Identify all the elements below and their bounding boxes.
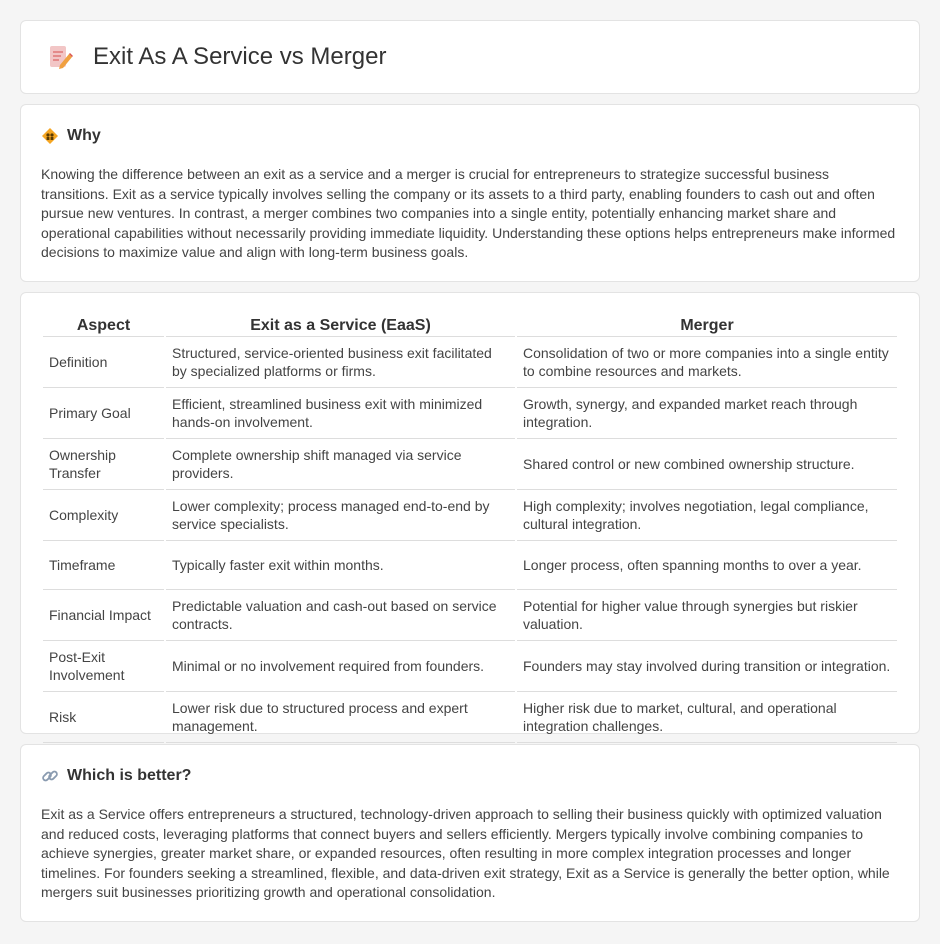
eaas-cell: Predictable valuation and cash-out based on service contracts. bbox=[166, 590, 515, 641]
merger-cell: Consolidation of two or more companies into a single entity to combine resources and markets. bbox=[517, 337, 897, 388]
comparison-table bbox=[41, 313, 899, 743]
which-better-section bbox=[20, 744, 920, 922]
eaas-cell: Minimal or no involvement required from founders. bbox=[166, 641, 515, 692]
eaas-cell: Efficient, streamlined business exit with minimized hands-on involvement. bbox=[166, 388, 515, 439]
page-title: Exit As A Service vs Merger bbox=[93, 43, 387, 70]
merger-cell: Founders may stay involved during transition or integration. bbox=[517, 641, 897, 692]
aspect-cell: Complexity bbox=[43, 490, 164, 541]
merger-cell: Shared control or new combined ownership structure. bbox=[517, 439, 897, 490]
aspect-cell: Definition bbox=[43, 337, 164, 388]
eaas-cell: Lower complexity; process managed end-to-end by service specialists. bbox=[166, 490, 515, 541]
table-row bbox=[43, 439, 897, 490]
header-aspect: Aspect bbox=[43, 313, 164, 337]
merger-cell: Growth, synergy, and expanded market reach through integration. bbox=[517, 388, 897, 439]
why-section bbox=[20, 104, 920, 282]
eaas-cell: Typically faster exit within months. bbox=[166, 541, 515, 590]
why-text: Knowing the difference between an exit as a service and a merger is crucial for entrepreneurs to strategize successful business transitions. Exit as a service typically involves selling the company or its assets to a third party, enabling founders to cash out and often pursue new ventures. In contrast, a merger combines two companies into a single entity, potentially enhancing market share and operational capabilities without necessarily providing immediate liquidity. Understanding these options helps entrepreneurs make informed decisions to maximize value and align with long-term business goals. bbox=[41, 166, 896, 261]
header-merger: Merger bbox=[517, 313, 897, 337]
table-row bbox=[43, 490, 897, 541]
merger-cell: Higher risk due to market, cultural, and operational integration challenges. bbox=[517, 692, 897, 743]
aspect-cell: Risk bbox=[43, 692, 164, 743]
merger-cell: Longer process, often spanning months to over a year. bbox=[517, 541, 897, 590]
document-pencil-icon bbox=[47, 44, 73, 70]
diamond-people-icon bbox=[41, 127, 59, 145]
aspect-cell: Post-Exit Involvement bbox=[43, 641, 164, 692]
table-row bbox=[43, 337, 897, 388]
better-title: Which is better? bbox=[67, 767, 192, 784]
better-text: Exit as a Service offers entrepreneurs a structured, technology-driven approach to selling their business quickly with optimized valuation and reduced costs, leveraging platforms that connect buyers and sellers efficiently. Mergers typically involve combining companies to achieve synergies, greater market share, or expanded resources, often resulting in more complex integration processes and longer timelines. For founders seeking a streamlined, flexible, and data-driven exit strategy, Exit as a Service is generally the better option, while mergers suit businesses prioritizing growth and operational consolidation. bbox=[41, 806, 890, 901]
aspect-cell: Financial Impact bbox=[43, 590, 164, 641]
better-heading bbox=[41, 767, 899, 785]
table-row bbox=[43, 541, 897, 590]
why-title: Why bbox=[67, 127, 101, 144]
merger-cell: High complexity; involves negotiation, legal compliance, cultural integration. bbox=[517, 490, 897, 541]
why-heading bbox=[41, 127, 899, 145]
header-eaas: Exit as a Service (EaaS) bbox=[166, 313, 515, 337]
table-header-row bbox=[43, 313, 897, 337]
header-card bbox=[20, 20, 920, 94]
eaas-cell: Complete ownership shift managed via service providers. bbox=[166, 439, 515, 490]
table-row bbox=[43, 388, 897, 439]
eaas-cell: Lower risk due to structured process and expert management. bbox=[166, 692, 515, 743]
link-icon bbox=[41, 767, 59, 785]
table-row bbox=[43, 641, 897, 692]
aspect-cell: Ownership Transfer bbox=[43, 439, 164, 490]
aspect-cell: Primary Goal bbox=[43, 388, 164, 439]
table-row bbox=[43, 692, 897, 743]
eaas-cell: Structured, service-oriented business exit facilitated by specialized platforms or firms. bbox=[166, 337, 515, 388]
table-row bbox=[43, 590, 897, 641]
merger-cell: Potential for higher value through synergies but riskier valuation. bbox=[517, 590, 897, 641]
aspect-cell: Timeframe bbox=[43, 541, 164, 590]
comparison-table-card bbox=[20, 292, 920, 734]
